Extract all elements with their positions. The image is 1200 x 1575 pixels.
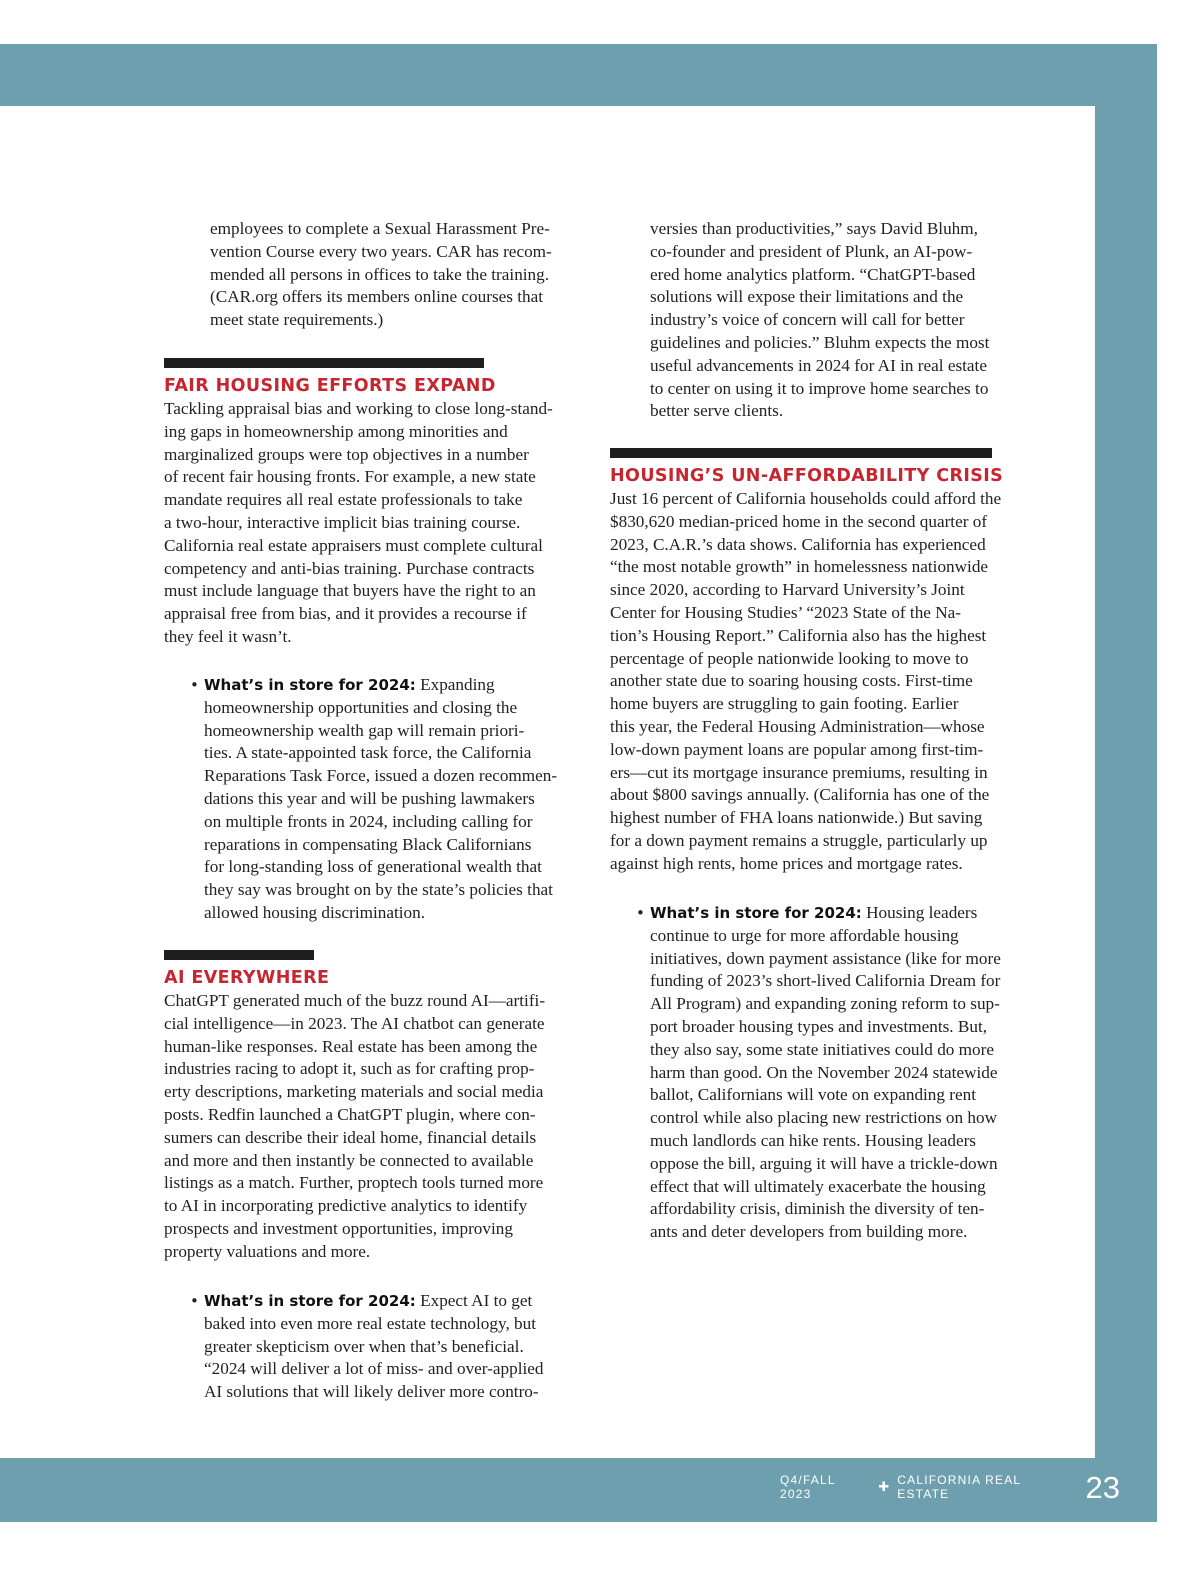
footer-separator-icon: ✚: [878, 1479, 890, 1495]
ai-heading: AI EVERYWHERE: [164, 968, 330, 988]
ai-section: [164, 950, 594, 1264]
bullet-dot: •: [636, 904, 645, 922]
bullet-text: homeownership opportunities and closing the homeownership wealth gap will remain priori- ties. A state-appointed task force, the California Reparations Task Force, issued a dozen recommen- dations this year and will be pushing lawmakers on multiple fronts in 2024, including calling for reparations in compensating Black Californians for long-standing loss of generational wealth that they say was brought on by the state’s policies that allowed housing discrimination.: [204, 697, 558, 922]
bullet-lead: What’s in store for 2024:: [204, 676, 416, 694]
affordability-bullet: [610, 902, 1050, 1244]
fair-housing-section: [164, 358, 594, 649]
ai-body: ChatGPT generated much of the buzz round AI—artifi- cial intelligence—in 2023. The AI chatbot can generate human-like responses. Real estate has been among the industries racing to adopt it, such as for crafting prop- erty descriptions, marketing materials and social media posts. Redfin launched a ChatGPT plugin, where con- sumers can describe their ideal home, financial details and more and then instantly be connected to available listings as a match. Further, proptech tools turned more to AI in incorporating predictive analytics to identify prospects and investment opportunities, improving property valuations and more.: [164, 991, 546, 1261]
section-rule: [164, 358, 484, 368]
fair-housing-body: Tackling appraisal bias and working to close long-stand- ing gaps in homeownership among minorities and marginalized groups were top objectives in a number of recent fair housing fronts. For example, a new state mandate requires all real estate professionals to take a two-hour, interactive implicit bias training course. California real estate appraisers must complete cultural competency and anti-bias training. Purchase contracts must include language that buyers have the right to an appraisal free from bias, and it provides a recourse if they feel it wasn’t.: [164, 399, 553, 646]
bullet-item: [610, 902, 1050, 1244]
affordability-section: [610, 448, 1050, 876]
left-intro: [210, 218, 610, 332]
bullet-item: [164, 674, 594, 925]
fair-housing-bullet: [164, 674, 594, 925]
page-number: 23: [1085, 1469, 1120, 1505]
right-ai-continued: [650, 218, 1070, 423]
bullet-dot: •: [190, 676, 199, 694]
bullet-lead: What’s in store for 2024:: [650, 904, 862, 922]
right-frame-band: [1095, 44, 1157, 1522]
intro-paragraph: employees to complete a Sexual Harassment Pre- vention Course every two years. CAR has recom- mended all persons in offices to take the training. (CAR.org offers its members online courses that meet state requirements.): [210, 219, 552, 330]
section-rule: [164, 950, 314, 960]
page-footer: [780, 1462, 1120, 1512]
bullet-dot: •: [190, 1292, 199, 1310]
affordability-heading: HOUSING’S UN-AFFORDABILITY CRISIS: [610, 466, 1004, 486]
bullet-text: continue to urge for more affordable housing initiatives, down payment assistance (like for more funding of 2023’s short-lived California Dream for All Program) and expanding zoning reform to sup- port broader housing types and investments. But, they also say, some state initiatives could do more harm than good. On the November 2024 statewide ballot, Californians will vote on expanding rent control while also placing new restrictions on how much landlords can hike rents. Housing leaders oppose the bill, arguing it will have a trickle-down effect that will ultimately exacerbate the housing affordability crisis, diminish the diversity of ten- ants and deter developers from building more.: [650, 925, 1001, 1242]
ai-continued-paragraph: versies than productivities,” says David Bluhm, co-founder and president of Plunk, an AI-pow- ered home analytics platform. “ChatGPT-based solutions will expose their limitations and the industry’s voice of concern will call for better guidelines and policies.” Bluhm expects the most useful advancements in 2024 for AI in real estate to center on using it to improve home searches to better serve clients.: [650, 219, 990, 421]
bullet-item: [164, 1290, 594, 1404]
top-frame-band: [0, 44, 1157, 106]
fair-housing-heading: FAIR HOUSING EFFORTS EXPAND: [164, 376, 496, 396]
section-rule: [610, 448, 992, 458]
bullet-first-line: Housing leaders: [861, 903, 978, 922]
bullet-lead: What’s in store for 2024:: [204, 1292, 416, 1310]
affordability-body: Just 16 percent of California households could afford the $830,620 median-priced home in the second quarter of 2023, C.A.R.’s data shows. California has experienced “the most notable growth” in homelessness nationwide since 2020, according to Harvard University’s Joint Center for Housing Studies’ “2023 State of the Na- tion’s Housing Report.” California also has the highest percentage of people nationwide looking to move to another state due to soaring housing costs. First-time home buyers are struggling to gain footing. Earlier this year, the Federal Housing Administration—whose low-down payment loans are popular among first-tim- ers—cut its mortgage insurance premiums, resulting in about $800 savings annually. (California has one of the highest number of FHA loans nationwide.) But saving for a down payment remains a struggle, particularly up against high rents, home prices and mortgage rates.: [610, 489, 1002, 873]
bullet-text: baked into even more real estate technology, but greater skepticism over when that’s beneficial. “2024 will deliver a lot of miss- and over-applied AI solutions that will likely deliver more contro-: [204, 1313, 544, 1402]
ai-bullet: [164, 1290, 594, 1404]
bullet-first-line: Expect AI to get: [415, 1291, 533, 1310]
footer-publication: CALIFORNIA REAL ESTATE: [897, 1473, 1021, 1501]
footer-issue: Q4/FALL 2023: [780, 1473, 836, 1501]
bullet-first-line: Expanding: [415, 675, 495, 694]
